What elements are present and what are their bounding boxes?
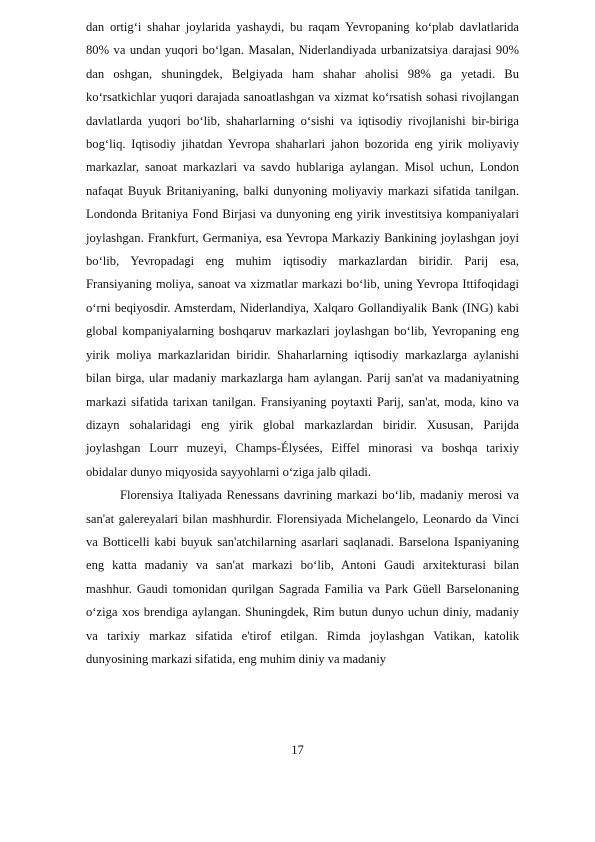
document-page — [86, 16, 519, 671]
body-paragraph-2: Florensiya Italiyada Renessans davrining markazi bo‘lib, madaniy merosi va san'at galereyalari bilan mashhurdir. Florensiyada Michelangelo, Leonardo da Vinci va Botticelli kabi buyuk san'atchilarning asarlari saqlanadi. Barselona Ispaniyaning eng katta madaniy va san'at markazi bo‘lib, Antoni Gaudi arxitekturasi bilan mashhur. Gaudi tomonidan qurilgan Sagrada Familia va Park Güell Barselonaning o‘ziga xos brendiga aylangan. Shuningdek, Rim butun dunyo uchun diniy, madaniy va tarixiy markaz sifatida e'tirof etilgan. Rimda joylashgan Vatikan, katolik dunyosining markazi sifatida, eng muhim diniy va madaniy — [86, 488, 519, 666]
body-paragraph-1: dan ortig‘i shahar joylarida yashaydi, bu raqam Yevropaning ko‘plab davlatlarida 80% va undan yuqori bo‘lgan. Masalan, Niderlandiyada urbanizatsiya darajasi 90% dan oshgan, shuningdek, Belgiyada ham shahar aholisi 98% ga yetadi. Bu ko‘rsatkichlar yuqori darajada sanoatlashgan va xizmat ko‘rsatish sohasi rivojlangan davlatlarda yuqori bo‘lib, shaharlarning o‘sishi va iqtisodiy rivojlanishi bir-biriga bog‘liq. Iqtisodiy jihatdan Yevropa shaharlari jahon bozorida eng yirik moliyaviy markazlar, sanoat markazlari va savdo hublariga aylangan. Misol uchun, London nafaqat Buyuk Britaniyaning, balki dunyoning moliyaviy markazi sifatida tanilgan. Londonda Britaniya Fond Birjasi va dunyoning eng yirik investitsiya kompaniyalari joylashgan. Frankfurt, Germaniya, esa Yevropa Markaziy Bankining joylashgan joyi bo‘lib, Yevropadagi eng muhim iqtisodiy markazlardan biridir. Parij esa, Fransiyaning moliya, sanoat va xizmatlar markazi bo‘lib, uning Yevropa Ittifoqidagi o‘rni beqiyosdir. Amsterdam, Niderlandiya, Xalqaro Gollandiyalik Bank (ING) kabi global kompaniyalarning boshqaruv markazlari joylashgan bo‘lib, Yevropaning eng yirik moliya markazlaridan biridir. Shaharlarning iqtisodiy markazlarga aylanishi bilan birga, ular madaniy markazlarga ham aylangan. Parij san'at va madaniyatning markazi sifatida tarixan tanilgan. Fransiyaning poytaxti Parij, san'at, moda, kino va dizayn sohalaridagi eng yirik global markazlardan biridir. Xususan, Parijda joylashgan Lourr muzeyi, Champs-Élysées, Eiffel minorasi va boshqa tarixiy obidalar dunyo miqyosida sayyohlarni o‘ziga jalb qiladi. — [86, 20, 519, 479]
page-number: 17 — [291, 743, 304, 757]
